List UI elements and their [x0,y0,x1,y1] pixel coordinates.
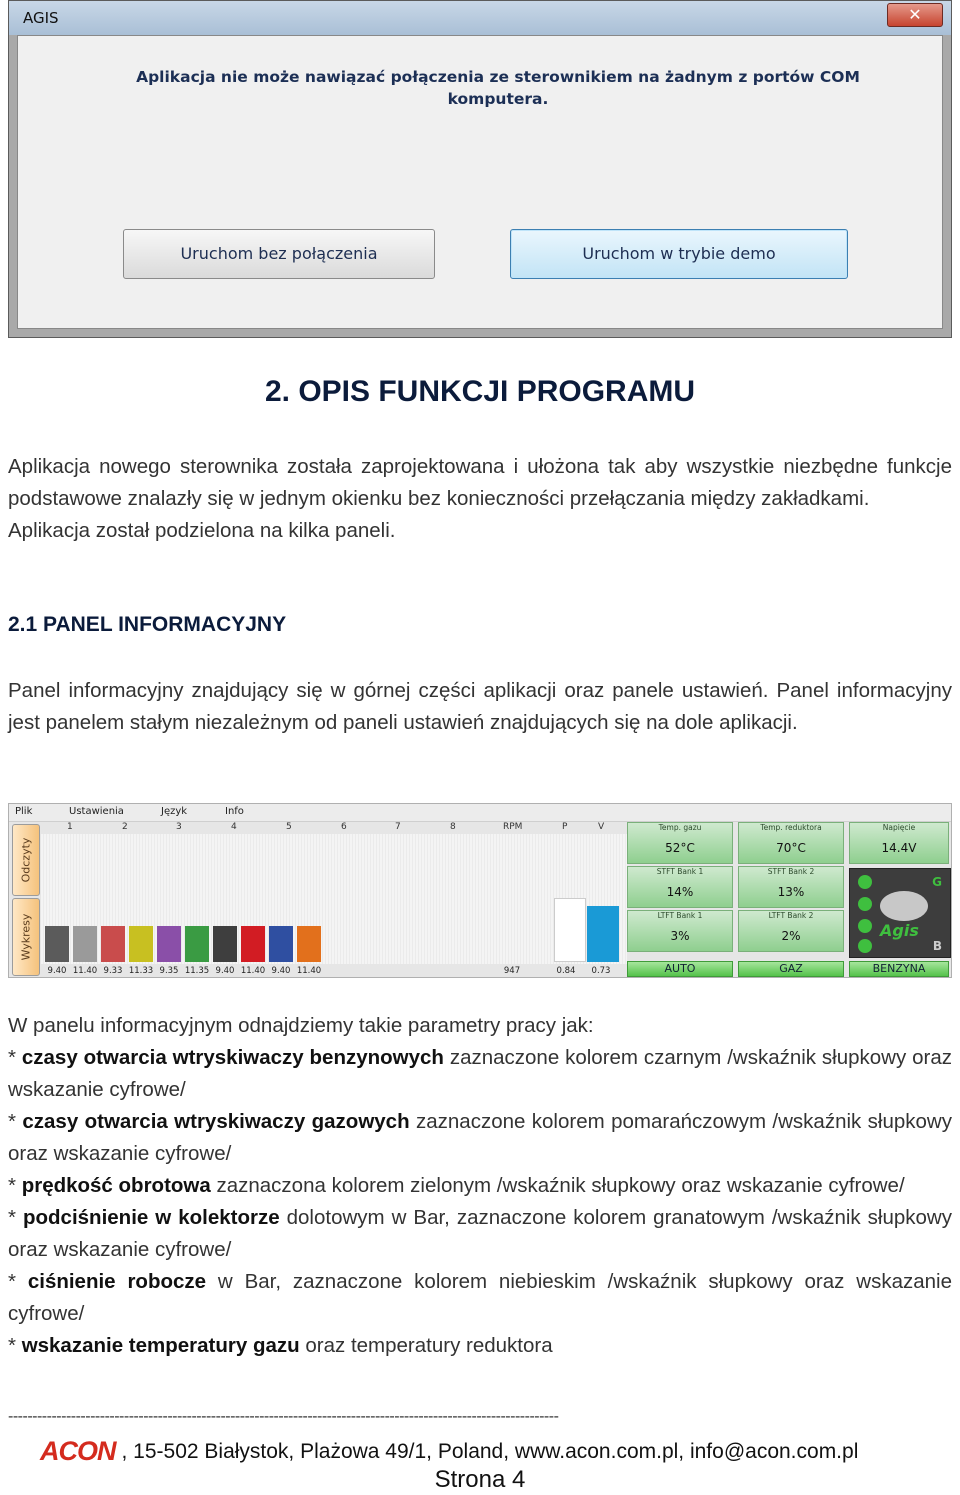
column-header: 5 [286,822,292,832]
parameter-name: wskazanie temperatury gazu [21,1334,300,1357]
parameter-item: * podciśnienie w kolektorze dolotowym w Bar, zaznaczone kolorem granatowym /wskaźnik słupkowy oraz wskazanie cyfrowe/ [8,1206,952,1261]
parameter-item: * czasy otwarcia wtryskiwaczy gazowych zaznaczone kolorem pomarańczowym /wskaźnik słupkowy oraz wskazanie cyfrowe/ [8,1110,952,1165]
dialog-message: Aplikacja nie może nawiązać połączenia ze sterownikiem na żadnym z portów COM komputera. [136,68,860,108]
tile-label: Temp. reduktora [760,823,822,832]
tile-stft-bank-1 [627,866,733,908]
injector-bar [101,926,125,962]
parameter-desc: oraz temperatury reduktora [299,1334,553,1357]
tab-readings[interactable] [12,824,40,896]
column-header: RPM [503,822,523,832]
injector-bar [73,926,97,962]
tile-label: LTFT Bank 1 [657,911,703,920]
status-dot [858,875,872,889]
tab-charts[interactable] [12,898,40,976]
dialog-title: AGIS [23,9,59,27]
tile-value: 3% [670,929,690,943]
pressure-bar [554,898,586,962]
petrol-indicator: B [932,939,942,953]
column-header: 8 [450,822,456,832]
dialog-titlebar [9,1,951,35]
run-demo-button[interactable]: Uruchom w trybie demo [510,229,848,279]
injector-value: 9.33 [103,966,123,976]
status-dot [858,919,872,933]
injector-value: 11.40 [240,966,266,976]
intro-paragraph-1: Aplikacja nowego sterownika została zaprojektowana i ułożona tak aby wszystkie niezbędne funkcje podstawowe znalazły się w jednym okienku bez konieczności przełączania między zakładkami. [8,455,952,510]
status-dot [858,897,872,911]
footer-divider: ------------------------------------------------------------------------------------------------------------------ [8,1408,559,1425]
tab-charts-label: Wykresy [19,913,33,961]
footer-address-line [40,1436,858,1467]
parameter-name: ciśnienie robocze [27,1270,207,1293]
agis-logo: Agis [880,921,919,940]
menu-file[interactable]: Plik [15,806,33,817]
injector-bar [269,926,293,962]
injector-bar [129,926,153,962]
page-number: Strona 4 [434,1466,526,1493]
parameter-desc: zaznaczone kolorem pomarańczowym /wskaźnik słupkowy oraz wskazanie cyfrowe/ [8,1110,952,1165]
tab-readings-label: Odczyty [19,837,33,883]
column-header: 1 [67,822,73,832]
mode-gas-button[interactable]: GAZ [738,961,844,977]
injector-bar [297,926,321,962]
injector-value: 9.35 [159,966,179,976]
pressure-value: 0.84 [556,966,576,976]
tile-gas-temp [627,822,733,864]
tile-ltft-bank-2 [738,910,844,952]
parameter-desc: zaznaczone kolorem czarnym /wskaźnik słupkowy oraz wskazanie cyfrowe/ [8,1046,952,1101]
injector-value: 11.33 [128,966,154,976]
column-header: 4 [231,822,237,832]
injector-bar [185,926,209,962]
menu-settings[interactable]: Ustawienia [69,806,124,817]
section-2-1-paragraph: Panel informacyjny znajdujący się w górnej części aplikacji oraz panele ustawień. Panel informacyjny jest panelem stałym niezależnym od paneli ustawień znajdujących się na dole aplikacji. [8,679,952,734]
mode-petrol-button[interactable]: BENZYNA [849,961,949,977]
injector-value: 11.35 [184,966,210,976]
status-dot [858,939,872,953]
injector-value: 9.40 [271,966,291,976]
tile-value: 14.4V [881,841,917,855]
column-header: 6 [341,822,347,832]
tile-label: Temp. gazu [658,823,702,832]
logo-emblem-icon [880,891,928,921]
tile-label: Napięcie [882,823,916,832]
status-logo-box [849,868,951,958]
tile-voltage [849,822,949,864]
tile-value: 14% [666,885,694,899]
parameter-item: * ciśnienie robocze w Bar, zaznaczone kolorem niebieskim /wskaźnik słupkowy oraz wskazanie cyfrowe/ [8,1270,952,1325]
parameter-name: czasy otwarcia wtryskiwaczy gazowych [22,1110,410,1133]
tile-value: 70°C [776,841,806,855]
tile-value: 13% [777,885,805,899]
injector-bar [213,926,237,962]
section-heading-2-1: 2.1 PANEL INFORMACYJNY [8,613,287,636]
page-title: 2. OPIS FUNKCJI PROGRAMU [264,375,696,408]
tile-stft-bank-2 [738,866,844,908]
injector-value: 9.40 [47,966,67,976]
column-header: 2 [122,822,128,832]
parameter-desc: zaznaczona kolorem zielonym /wskaźnik słupkowy oraz wskazanie cyfrowe/ [210,1174,905,1197]
voltage-value: 0.73 [591,966,611,976]
parameters-section [8,1010,952,1362]
injector-value: 9.40 [215,966,235,976]
tile-ltft-bank-1 [627,910,733,952]
injector-bar [157,926,181,962]
injector-value: 11.40 [296,966,322,976]
column-header: 3 [176,822,182,832]
menu-language[interactable]: Język [161,806,188,817]
menu-bar [9,804,951,822]
tile-value: 2% [781,929,801,943]
tile-label: LTFT Bank 2 [768,911,814,920]
rpm-value: 947 [503,966,521,976]
info-panel-screenshot [8,803,952,978]
parameter-desc: dolotowym w Bar, zaznaczone kolorem granatowym /wskaźnik słupkowy oraz wskazanie cyfrowe/ [8,1206,952,1261]
menu-info[interactable]: Info [225,806,244,817]
parameter-item: * prędkość obrotowa zaznaczona kolorem zielonym /wskaźnik słupkowy oraz wskazanie cyfrowe/ [8,1174,905,1197]
close-icon[interactable]: ✕ [887,3,943,27]
tile-value: 52°C [665,841,695,855]
injector-bar [241,926,265,962]
parameter-name: podciśnienie w kolektorze [22,1206,280,1229]
tile-label: STFT Bank 1 [656,867,704,876]
column-header: V [598,822,605,832]
connection-error-dialog [8,0,952,338]
section-2-1-text [8,675,952,739]
column-header: P [562,822,568,832]
dialog-body [17,35,943,329]
parameter-item: * wskazanie temperatury gazu oraz temperatury reduktora [8,1334,553,1357]
injector-value: 11.40 [72,966,98,976]
footer-address: , 15-502 Białystok, Plażowa 49/1, Poland, www.acon.com.pl, info@acon.com.pl [121,1440,859,1463]
parameter-name: czasy otwarcia wtryskiwaczy benzynowych [21,1046,444,1069]
intro-paragraph-2: Aplikacja został podzielona na kilka paneli. [8,519,396,542]
parameter-item: * czasy otwarcia wtryskiwaczy benzynowych zaznaczone kolorem czarnym /wskaźnik słupkowy oraz wskazanie cyfrowe/ [8,1046,952,1101]
intro-text [8,451,952,547]
parameter-desc: w Bar, zaznaczone kolorem niebieskim /wskaźnik słupkowy oraz wskazanie cyfrowe/ [8,1270,952,1325]
acon-logo: ACON [40,1436,116,1466]
voltage-bar [587,906,619,962]
parameters-intro: W panelu informacyjnym odnajdziemy takie parametry pracy jak: [8,1014,594,1037]
run-offline-button[interactable]: Uruchom bez połączenia [123,229,435,279]
parameter-name: prędkość obrotowa [21,1174,211,1197]
mode-auto-button[interactable]: AUTO [627,961,733,977]
injector-bar [45,926,69,962]
tile-label: STFT Bank 2 [767,867,815,876]
gas-indicator: G [932,875,942,889]
tile-reducer-temp [738,822,844,864]
column-header: 7 [395,822,401,832]
